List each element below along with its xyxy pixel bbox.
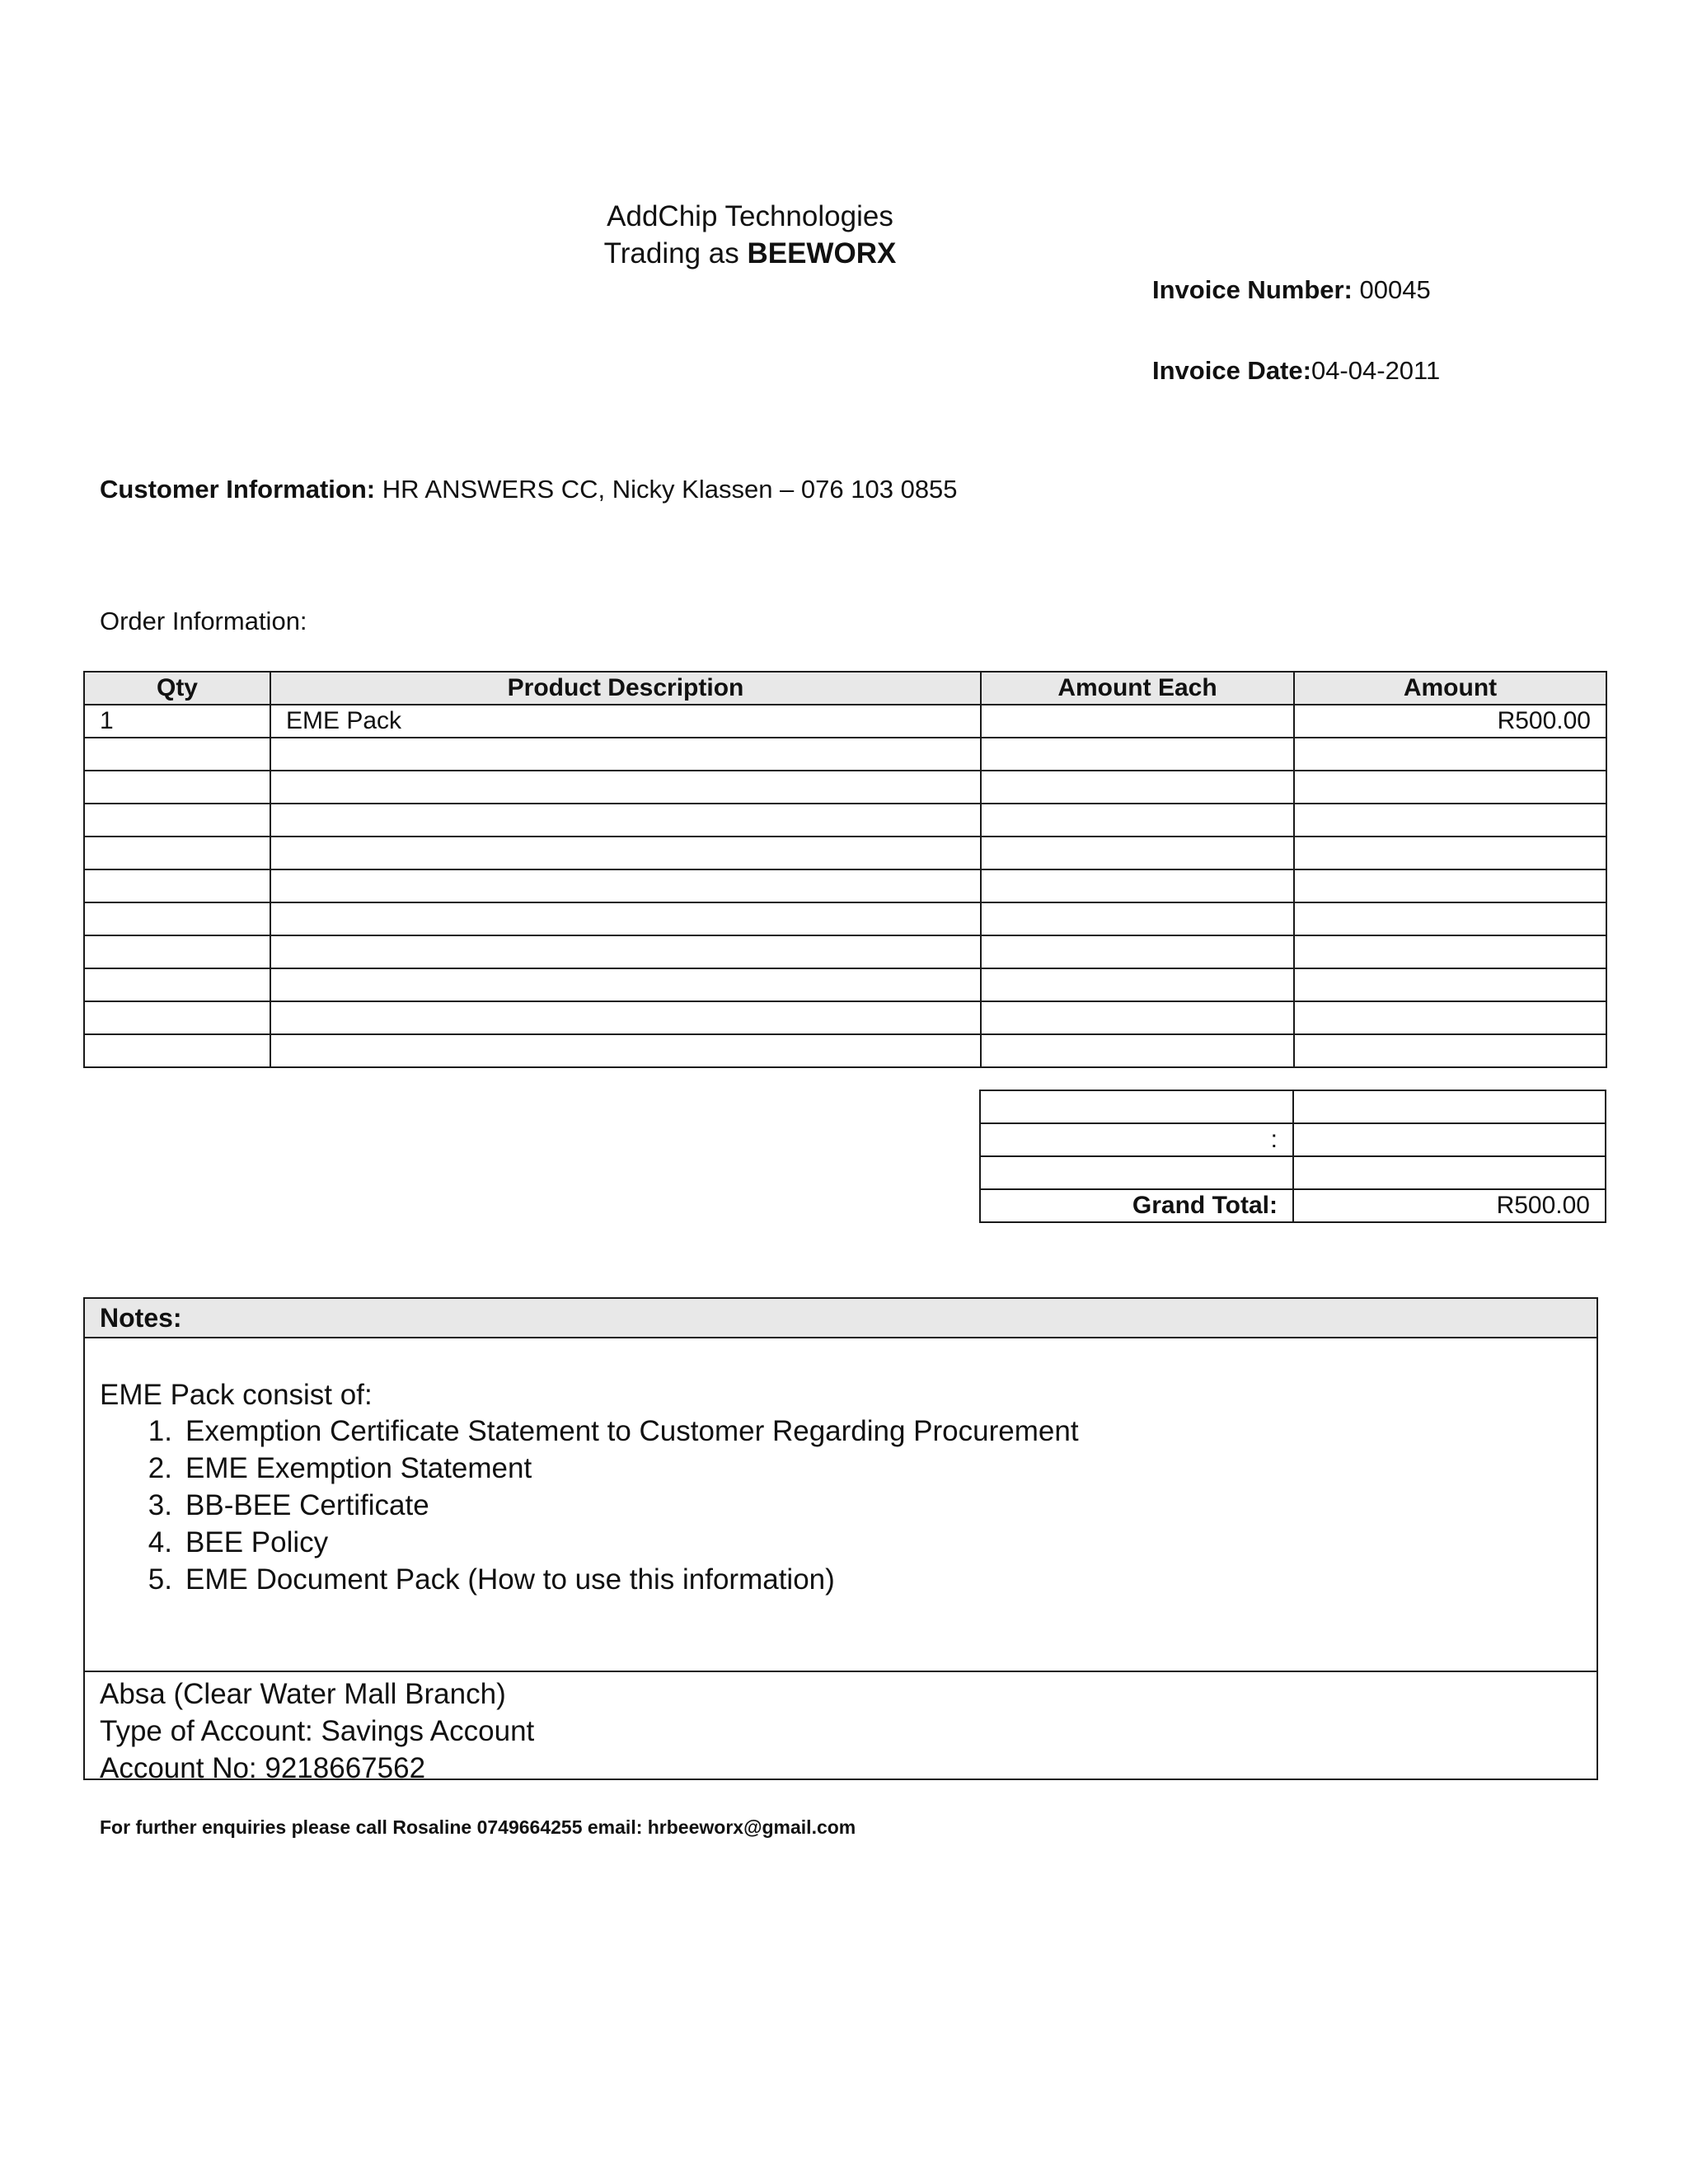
footer-enquiries: For further enquiries please call Rosaline 0749664255 email: hrbeeworx@gmail.com [100,1816,856,1838]
list-text: BB-BEE Certificate [185,1489,429,1521]
totals-table [979,1090,1606,1223]
list-number: 2. [148,1452,172,1484]
list-item [100,1524,1079,1561]
notes-box [83,1297,1598,1784]
empty-row [84,771,1606,804]
invoice-date-value: 04-04-2011 [1311,356,1441,385]
invoice-number-value: 00045 [1352,275,1431,304]
list-number: 5. [148,1563,172,1596]
invoice-number-label: Invoice Number: [1152,275,1353,304]
col-qty: Qty [84,672,270,705]
order-information-label: Order Information: [100,607,307,635]
list-number: 1. [148,1415,172,1447]
grand-total-row [980,1189,1606,1222]
bank-name: Absa (Clear Water Mall Branch) [100,1678,506,1710]
customer-information [100,475,958,504]
table-row [84,705,1606,738]
invoice-date [1152,356,1440,386]
invoice-date-label: Invoice Date: [1152,356,1311,385]
description-cell: EME Pack [270,705,981,738]
list-text: Exemption Certificate Statement to Customer Regarding Procurement [185,1415,1079,1447]
col-amount: Amount [1294,672,1606,705]
empty-row [84,1034,1606,1067]
trading-as-line [0,235,1500,272]
company-name: AddChip Technologies [607,200,893,232]
order-table [83,671,1607,1068]
list-item [100,1450,1079,1487]
qty-cell: 1 [84,705,270,738]
list-item [100,1561,1079,1598]
empty-row [84,902,1606,935]
trading-prefix: Trading as [603,237,748,269]
amount-cell: R500.00 [1294,705,1606,738]
empty-row [84,968,1606,1001]
col-product-description: Product Description [270,672,981,705]
customer-label: Customer Information: [100,475,376,504]
list-text: EME Document Pack (How to use this information) [185,1563,835,1596]
grand-total-label: Grand Total: [1132,1192,1278,1219]
list-number: 4. [148,1526,172,1558]
invoice-number [1152,275,1431,305]
notes-intro: EME Pack consist of: [100,1379,373,1411]
grand-total-value: R500.00 [1293,1189,1606,1222]
empty-row [84,1001,1606,1034]
col-amount-each: Amount Each [981,672,1294,705]
list-text: BEE Policy [185,1526,329,1558]
trading-name: BEEWORX [747,237,897,269]
totals-row-colon [980,1123,1606,1156]
empty-row [84,738,1606,771]
empty-row [84,935,1606,968]
notes-title: Notes: [85,1299,1597,1338]
empty-row [84,837,1606,869]
totals-row-blank [980,1090,1606,1123]
order-table-header [84,672,1606,705]
list-item [100,1413,1079,1450]
empty-row [84,804,1606,837]
bank-details [85,1671,1597,1784]
totals-row-blank [980,1156,1606,1189]
customer-value: HR ANSWERS CC, Nicky Klassen – 076 103 0855 [375,475,958,504]
list-item [100,1487,1079,1524]
notes-list [100,1413,1079,1598]
totals-colon-label: : [980,1123,1293,1156]
account-type: Type of Account: Savings Account [100,1715,535,1747]
amount-each-cell [981,705,1294,738]
account-number: Account No: 9218667562 [100,1752,426,1784]
list-text: EME Exemption Statement [185,1452,532,1484]
empty-row [84,869,1606,902]
list-number: 3. [148,1489,172,1521]
